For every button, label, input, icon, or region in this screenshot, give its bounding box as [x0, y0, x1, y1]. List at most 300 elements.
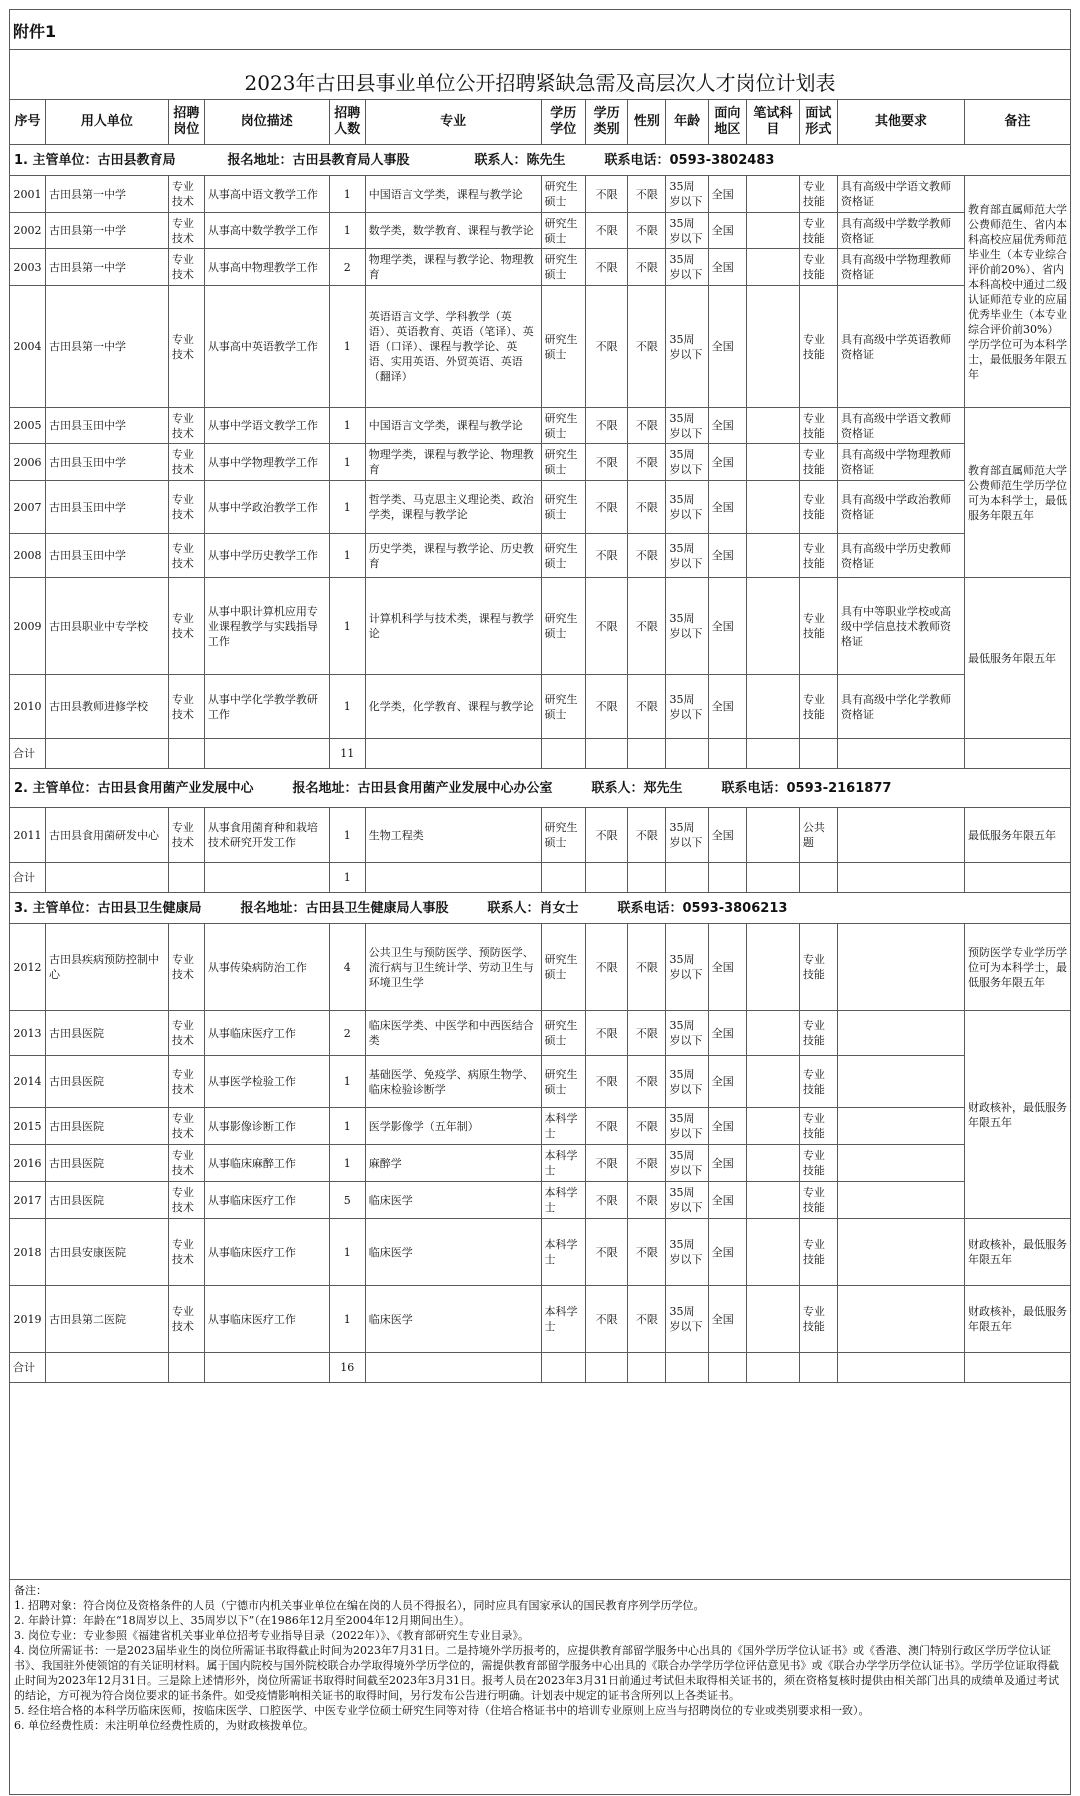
- notes-title: 备注：: [14, 1584, 47, 1597]
- cell-cat: 不限: [586, 444, 628, 481]
- cell-post: 专业技术: [168, 1011, 204, 1056]
- cell-desc: 从事中学历史教学工作: [204, 534, 329, 578]
- cell-degree: 研究生硕士: [541, 808, 585, 863]
- cell-area: 全国: [708, 1182, 746, 1219]
- cell-cat: 不限: [586, 481, 628, 534]
- cell-cat: 不限: [586, 1145, 628, 1182]
- cell-major: 临床医学: [365, 1182, 541, 1219]
- cell-exam: [746, 286, 799, 408]
- total-row: [10, 1353, 1071, 1383]
- empty-cell: [204, 1353, 329, 1383]
- cell-exam: [746, 1219, 799, 1286]
- note-item: 5. 经住培合格的本科学历临床医师，按临床医学、口腔医学、中医专业学位硕士研究生同等对待（住培合格证书中的培训专业原则上应当与招聘岗位的专业或类别要求相一致）。: [14, 1704, 870, 1717]
- cell-sex: 不限: [628, 408, 666, 444]
- cell-unit: 古田县玉田中学: [46, 534, 169, 578]
- column-header: 专业: [365, 100, 541, 145]
- cell-other: 具有高级中学数学教师资格证: [837, 213, 964, 249]
- empty-cell: [365, 1353, 541, 1383]
- cell-interview: 专业技能: [799, 578, 837, 675]
- cell-interview: 专业技能: [799, 675, 837, 739]
- cell-unit: 古田县医院: [46, 1182, 169, 1219]
- cell-post: 专业技术: [168, 444, 204, 481]
- cell-degree: 研究生硕士: [541, 249, 585, 286]
- empty-cell: [799, 739, 837, 769]
- cell-other: [837, 1286, 964, 1353]
- cell-major: 医学影像学（五年制）: [365, 1108, 541, 1145]
- cell-other: [837, 1011, 964, 1056]
- cell-interview: 专业技能: [799, 176, 837, 213]
- empty-cell: [365, 863, 541, 893]
- empty-cell: [837, 863, 964, 893]
- section-header-text: 1. 主管单位：古田县教育局 报名地址：古田县教育局人事股 联系人：陈先生 联系电话：0593-3802483: [10, 145, 1071, 176]
- cell-area: 全国: [708, 924, 746, 1011]
- cell-other: [837, 808, 964, 863]
- cell-post: 专业技术: [168, 1182, 204, 1219]
- cell-major: 中国语言文学类，课程与教学论: [365, 408, 541, 444]
- cell-desc: 从事中职计算机应用专业课程教学与实践指导工作: [204, 578, 329, 675]
- table-row: [10, 1182, 1071, 1219]
- cell-degree: 研究生硕士: [541, 481, 585, 534]
- table-row: [10, 249, 1071, 286]
- cell-unit: 古田县职业中专学校: [46, 578, 169, 675]
- cell-num: 1: [329, 675, 365, 739]
- cell-exam: [746, 444, 799, 481]
- attachment-label: 附件1: [13, 22, 57, 41]
- empty-cell: [965, 739, 1071, 769]
- table-row: [10, 213, 1071, 249]
- cell-remark: 最低服务年限五年: [965, 808, 1071, 863]
- column-header: 性别: [628, 100, 666, 145]
- cell-unit: 古田县安康医院: [46, 1219, 169, 1286]
- cell-cat: 不限: [586, 249, 628, 286]
- cell-desc: 从事医学检验工作: [204, 1056, 329, 1108]
- cell-major: 数学类，数学教育、课程与教学论: [365, 213, 541, 249]
- cell-num: 1: [329, 1286, 365, 1353]
- cell-num: 1: [329, 1108, 365, 1145]
- cell-remark: 财政核补，最低服务年限五年: [965, 1011, 1071, 1219]
- cell-exam: [746, 1286, 799, 1353]
- empty-cell: [965, 1353, 1071, 1383]
- cell-interview: 专业技能: [799, 286, 837, 408]
- cell-interview: 专业技能: [799, 534, 837, 578]
- cell-degree: 研究生硕士: [541, 675, 585, 739]
- cell-exam: [746, 408, 799, 444]
- cell-id: 2013: [10, 1011, 46, 1056]
- cell-sex: 不限: [628, 1108, 666, 1145]
- cell-exam: [746, 1108, 799, 1145]
- cell-num: 2: [329, 249, 365, 286]
- empty-cell: [46, 739, 169, 769]
- table-row: [10, 176, 1071, 213]
- empty-cell: [586, 863, 628, 893]
- cell-cat: 不限: [586, 286, 628, 408]
- cell-degree: 本科学士: [541, 1286, 585, 1353]
- cell-cat: 不限: [586, 176, 628, 213]
- cell-age: 35周岁以下: [666, 249, 708, 286]
- table-row: [10, 444, 1071, 481]
- cell-degree: 研究生硕士: [541, 286, 585, 408]
- note-item: 6. 单位经费性质：未注明单位经费性质的，为财政核拨单位。: [14, 1719, 314, 1732]
- cell-cat: 不限: [586, 1182, 628, 1219]
- column-header: 招聘岗位: [168, 100, 204, 145]
- empty-cell: [365, 739, 541, 769]
- cell-desc: 从事中学政治教学工作: [204, 481, 329, 534]
- cell-age: 35周岁以下: [666, 534, 708, 578]
- note-item: 3. 岗位专业：专业参照《福建省机关事业单位招考专业指导目录（2022年）》、《教育部研究生专业目录》。: [14, 1629, 529, 1642]
- empty-cell: [628, 863, 666, 893]
- cell-age: 35周岁以下: [666, 1219, 708, 1286]
- cell-num: 4: [329, 924, 365, 1011]
- cell-age: 35周岁以下: [666, 924, 708, 1011]
- cell-age: 35周岁以下: [666, 1286, 708, 1353]
- cell-area: 全国: [708, 1145, 746, 1182]
- total-count: 1: [329, 863, 365, 893]
- cell-num: 1: [329, 481, 365, 534]
- cell-desc: 从事中学物理教学工作: [204, 444, 329, 481]
- table-row: [10, 1286, 1071, 1353]
- cell-area: 全国: [708, 675, 746, 739]
- cell-interview: 专业技能: [799, 1286, 837, 1353]
- cell-post: 专业技术: [168, 1056, 204, 1108]
- total-label: 合计: [10, 863, 46, 893]
- cell-desc: 从事高中英语教学工作: [204, 286, 329, 408]
- table-row: [10, 408, 1071, 444]
- column-header: 岗位描述: [204, 100, 329, 145]
- cell-id: 2009: [10, 578, 46, 675]
- cell-id: 2001: [10, 176, 46, 213]
- cell-area: 全国: [708, 1219, 746, 1286]
- cell-sex: 不限: [628, 808, 666, 863]
- cell-major: 物理学类，课程与教学论、物理教育: [365, 444, 541, 481]
- cell-exam: [746, 578, 799, 675]
- table-row: [10, 1145, 1071, 1182]
- cell-cat: 不限: [586, 534, 628, 578]
- cell-age: 35周岁以下: [666, 408, 708, 444]
- cell-id: 2011: [10, 808, 46, 863]
- empty-cell: [46, 863, 169, 893]
- cell-post: 专业技术: [168, 924, 204, 1011]
- cell-desc: 从事传染病防治工作: [204, 924, 329, 1011]
- empty-cell: [666, 739, 708, 769]
- empty-cell: [799, 1353, 837, 1383]
- cell-unit: 古田县第二医院: [46, 1286, 169, 1353]
- cell-age: 35周岁以下: [666, 1011, 708, 1056]
- cell-interview: 专业技能: [799, 408, 837, 444]
- empty-cell: [746, 739, 799, 769]
- column-header: 面试形式: [799, 100, 837, 145]
- column-header: 用人单位: [46, 100, 169, 145]
- cell-degree: 研究生硕士: [541, 1011, 585, 1056]
- cell-desc: 从事临床医疗工作: [204, 1011, 329, 1056]
- cell-interview: 专业技能: [799, 924, 837, 1011]
- cell-num: 1: [329, 1145, 365, 1182]
- cell-sex: 不限: [628, 534, 666, 578]
- empty-cell: [541, 739, 585, 769]
- cell-major: 哲学类、马克思主义理论类、政治学类，课程与教学论: [365, 481, 541, 534]
- cell-area: 全国: [708, 1286, 746, 1353]
- cell-area: 全国: [708, 286, 746, 408]
- cell-age: 35周岁以下: [666, 578, 708, 675]
- cell-desc: 从事临床医疗工作: [204, 1286, 329, 1353]
- cell-remark: 财政核补，最低服务年限五年: [965, 1219, 1071, 1286]
- cell-other: [837, 1056, 964, 1108]
- cell-cat: 不限: [586, 1219, 628, 1286]
- cell-exam: [746, 534, 799, 578]
- empty-cell: [666, 863, 708, 893]
- cell-id: 2017: [10, 1182, 46, 1219]
- cell-num: 1: [329, 286, 365, 408]
- cell-exam: [746, 1182, 799, 1219]
- column-header: 其他要求: [837, 100, 964, 145]
- cell-degree: 本科学士: [541, 1145, 585, 1182]
- empty-cell: [204, 863, 329, 893]
- empty-cell: [708, 1353, 746, 1383]
- cell-id: 2016: [10, 1145, 46, 1182]
- cell-desc: 从事食用菌育种和栽培技术研究开发工作: [204, 808, 329, 863]
- note-item: 4. 岗位所需证书：一是2023届毕业生的岗位所需证书取得截止时间为2023年7月31日。二是持境外学历报考的，应提供教育部留学服务中心出具的《国外学历学位认证书》或《香港、澳门特别行政区学历学位认证书》、我国驻外使领馆的有关证明材料。属于国内院校与国外院校联合办学取得境外学历学位的，需提供教育部留学服务中心出具的《联合办学学历学位评估意见书》或《联合办学学历学位认证书》。学历学位证取得截止时间为2023年12月31日。三是除上述情形外，岗位所需证书取得时间截至2023年3月31日。报考人员在2023年3月31日前通过考试但未取得相关证书的，须在资格复核时提供由相关部门出具的成绩单及通过考试的结论，方可视为符合岗位要求的证书条件。如受疫情影响相关证书的取得时间，另行发布公告进行明确。计划表中规定的证书含所列以上各类证书。: [14, 1644, 1059, 1702]
- cell-remark: 最低服务年限五年: [965, 578, 1071, 739]
- cell-remark: 教育部直属师范大学公费师范生、省内本科高校应届优秀师范毕业生（本专业综合评价前20%）、省内本科高校中通过二级认证师范专业的应届优秀毕业生（本专业综合评价前30%）学历学位可为本科学士，最低服务年限五年: [965, 176, 1071, 408]
- cell-sex: 不限: [628, 444, 666, 481]
- cell-id: 2012: [10, 924, 46, 1011]
- cell-exam: [746, 481, 799, 534]
- cell-age: 35周岁以下: [666, 286, 708, 408]
- page-title: 2023年古田县事业单位公开招聘紧缺急需及高层次人才岗位计划表: [244, 71, 836, 95]
- cell-degree: 研究生硕士: [541, 924, 585, 1011]
- column-header: 序号: [10, 100, 46, 145]
- cell-other: 具有高级中学语文教师资格证: [837, 408, 964, 444]
- table-row: [10, 481, 1071, 534]
- cell-degree: 本科学士: [541, 1219, 585, 1286]
- cell-unit: 古田县医院: [46, 1056, 169, 1108]
- cell-exam: [746, 213, 799, 249]
- cell-interview: 公共题: [799, 808, 837, 863]
- cell-major: 中国语言文学类，课程与教学论: [365, 176, 541, 213]
- cell-num: 1: [329, 213, 365, 249]
- cell-post: 专业技术: [168, 176, 204, 213]
- cell-degree: 本科学士: [541, 1108, 585, 1145]
- cell-id: 2006: [10, 444, 46, 481]
- cell-remark: 预防医学专业学历学位可为本科学士，最低服务年限五年: [965, 924, 1071, 1011]
- cell-other: 具有中等职业学校或高级中学信息技术教师资格证: [837, 578, 964, 675]
- cell-major: 生物工程类: [365, 808, 541, 863]
- cell-unit: 古田县第一中学: [46, 249, 169, 286]
- cell-post: 专业技术: [168, 481, 204, 534]
- cell-cat: 不限: [586, 1056, 628, 1108]
- cell-interview: 专业技能: [799, 1108, 837, 1145]
- total-count: 16: [329, 1353, 365, 1383]
- cell-sex: 不限: [628, 578, 666, 675]
- cell-num: 1: [329, 1056, 365, 1108]
- cell-unit: 古田县第一中学: [46, 286, 169, 408]
- cell-sex: 不限: [628, 1182, 666, 1219]
- cell-desc: 从事临床医疗工作: [204, 1182, 329, 1219]
- cell-degree: 研究生硕士: [541, 444, 585, 481]
- table-row: [10, 675, 1071, 739]
- cell-other: [837, 1145, 964, 1182]
- table-row: [10, 534, 1071, 578]
- empty-cell: [204, 739, 329, 769]
- cell-exam: [746, 808, 799, 863]
- cell-area: 全国: [708, 408, 746, 444]
- cell-cat: 不限: [586, 408, 628, 444]
- cell-interview: 专业技能: [799, 249, 837, 286]
- table-row: [10, 1219, 1071, 1286]
- cell-degree: 研究生硕士: [541, 408, 585, 444]
- cell-major: 麻醉学: [365, 1145, 541, 1182]
- cell-desc: 从事高中物理教学工作: [204, 249, 329, 286]
- cell-post: 专业技术: [168, 808, 204, 863]
- cell-other: 具有高级中学物理教师资格证: [837, 444, 964, 481]
- empty-cell: [708, 863, 746, 893]
- empty-cell: [837, 739, 964, 769]
- cell-unit: 古田县玉田中学: [46, 444, 169, 481]
- notes-block: [9, 1579, 1071, 1795]
- cell-sex: 不限: [628, 286, 666, 408]
- cell-exam: [746, 176, 799, 213]
- cell-degree: 研究生硕士: [541, 213, 585, 249]
- cell-desc: 从事高中语文教学工作: [204, 176, 329, 213]
- cell-desc: 从事中学语文教学工作: [204, 408, 329, 444]
- cell-other: 具有高级中学英语教师资格证: [837, 286, 964, 408]
- cell-major: 计算机科学与技术类，课程与教学论: [365, 578, 541, 675]
- cell-id: 2004: [10, 286, 46, 408]
- table-row: [10, 286, 1071, 408]
- cell-other: [837, 1182, 964, 1219]
- cell-id: 2007: [10, 481, 46, 534]
- cell-post: 专业技术: [168, 249, 204, 286]
- cell-major: 公共卫生与预防医学、预防医学、流行病与卫生统计学、劳动卫生与环境卫生学: [365, 924, 541, 1011]
- section-header: [10, 145, 1071, 176]
- cell-id: 2018: [10, 1219, 46, 1286]
- cell-other: [837, 1219, 964, 1286]
- total-label: 合计: [10, 1353, 46, 1383]
- cell-id: 2008: [10, 534, 46, 578]
- cell-other: [837, 1108, 964, 1145]
- divider: [9, 49, 1071, 50]
- cell-other: 具有高级中学语文教师资格证: [837, 176, 964, 213]
- cell-area: 全国: [708, 1056, 746, 1108]
- empty-cell: [628, 1353, 666, 1383]
- cell-sex: 不限: [628, 1056, 666, 1108]
- section-header: [10, 769, 1071, 808]
- cell-major: 临床医学: [365, 1219, 541, 1286]
- cell-id: 2002: [10, 213, 46, 249]
- cell-area: 全国: [708, 176, 746, 213]
- cell-sex: 不限: [628, 481, 666, 534]
- cell-cat: 不限: [586, 924, 628, 1011]
- cell-sex: 不限: [628, 675, 666, 739]
- cell-post: 专业技术: [168, 408, 204, 444]
- cell-cat: 不限: [586, 213, 628, 249]
- cell-major: 临床医学: [365, 1286, 541, 1353]
- note-item: 2. 年龄计算：年龄在“18周岁以上、35周岁以下”（在1986年12月至2004年12月期间出生）。: [14, 1614, 471, 1627]
- cell-exam: [746, 1011, 799, 1056]
- cell-interview: 专业技能: [799, 444, 837, 481]
- section-header-text: 3. 主管单位：古田县卫生健康局 报名地址：古田县卫生健康局人事股 联系人：肖女士 联系电话：0593-3806213: [10, 893, 1071, 924]
- cell-sex: 不限: [628, 924, 666, 1011]
- column-header: 年龄: [666, 100, 708, 145]
- cell-area: 全国: [708, 534, 746, 578]
- cell-sex: 不限: [628, 1286, 666, 1353]
- section-header: [10, 893, 1071, 924]
- cell-area: 全国: [708, 444, 746, 481]
- column-header: 学历类别: [586, 100, 628, 145]
- total-count: 11: [329, 739, 365, 769]
- cell-exam: [746, 675, 799, 739]
- cell-num: 1: [329, 534, 365, 578]
- table-row: [10, 1056, 1071, 1108]
- cell-num: 1: [329, 808, 365, 863]
- cell-interview: 专业技能: [799, 1056, 837, 1108]
- cell-sex: 不限: [628, 1011, 666, 1056]
- cell-interview: 专业技能: [799, 1145, 837, 1182]
- cell-unit: 古田县疾病预防控制中心: [46, 924, 169, 1011]
- cell-age: 35周岁以下: [666, 1182, 708, 1219]
- cell-unit: 古田县教师进修学校: [46, 675, 169, 739]
- total-label: 合计: [10, 739, 46, 769]
- cell-degree: 研究生硕士: [541, 1056, 585, 1108]
- cell-degree: 研究生硕士: [541, 176, 585, 213]
- empty-cell: [586, 739, 628, 769]
- cell-unit: 古田县第一中学: [46, 176, 169, 213]
- cell-sex: 不限: [628, 1219, 666, 1286]
- note-item: 1. 招聘对象：符合岗位及资格条件的人员（宁德市内机关事业单位在编在岗的人员不得报名），同时应具有国家承认的国民教育序列学历学位。: [14, 1599, 705, 1612]
- cell-post: 专业技术: [168, 1286, 204, 1353]
- empty-cell: [799, 863, 837, 893]
- cell-desc: 从事临床麻醉工作: [204, 1145, 329, 1182]
- cell-cat: 不限: [586, 1108, 628, 1145]
- empty-cell: [965, 863, 1071, 893]
- empty-cell: [746, 863, 799, 893]
- cell-age: 35周岁以下: [666, 1108, 708, 1145]
- cell-major: 英语语言文学、学科教学（英语）、英语教育、英语（笔译）、英语（口译）、课程与教学论、英语、实用英语、外贸英语、英语（翻译）: [365, 286, 541, 408]
- column-header: 笔试科目: [746, 100, 799, 145]
- cell-id: 2005: [10, 408, 46, 444]
- empty-cell: [666, 1353, 708, 1383]
- cell-interview: 专业技能: [799, 213, 837, 249]
- cell-exam: [746, 249, 799, 286]
- cell-id: 2019: [10, 1286, 46, 1353]
- cell-num: 1: [329, 444, 365, 481]
- empty-cell: [628, 739, 666, 769]
- total-row: [10, 863, 1071, 893]
- cell-age: 35周岁以下: [666, 444, 708, 481]
- empty-cell: [708, 739, 746, 769]
- cell-unit: 古田县医院: [46, 1011, 169, 1056]
- cell-major: 基础医学、免疫学、病原生物学、临床检验诊断学: [365, 1056, 541, 1108]
- cell-other: 具有高级中学化学教师资格证: [837, 675, 964, 739]
- cell-degree: 本科学士: [541, 1182, 585, 1219]
- empty-cell: [168, 1353, 204, 1383]
- cell-desc: 从事中学化学教学教研工作: [204, 675, 329, 739]
- cell-age: 35周岁以下: [666, 176, 708, 213]
- cell-major: 历史学类，课程与教学论、历史教育: [365, 534, 541, 578]
- cell-post: 专业技术: [168, 1219, 204, 1286]
- cell-area: 全国: [708, 1108, 746, 1145]
- cell-sex: 不限: [628, 249, 666, 286]
- empty-cell: [586, 1353, 628, 1383]
- cell-cat: 不限: [586, 675, 628, 739]
- cell-post: 专业技术: [168, 1145, 204, 1182]
- empty-cell: [168, 739, 204, 769]
- column-header: 学历学位: [541, 100, 585, 145]
- table-header: [10, 100, 1071, 145]
- cell-unit: 古田县食用菌研发中心: [46, 808, 169, 863]
- cell-desc: 从事高中数学教学工作: [204, 213, 329, 249]
- position-table: [9, 99, 1071, 1383]
- cell-degree: 研究生硕士: [541, 578, 585, 675]
